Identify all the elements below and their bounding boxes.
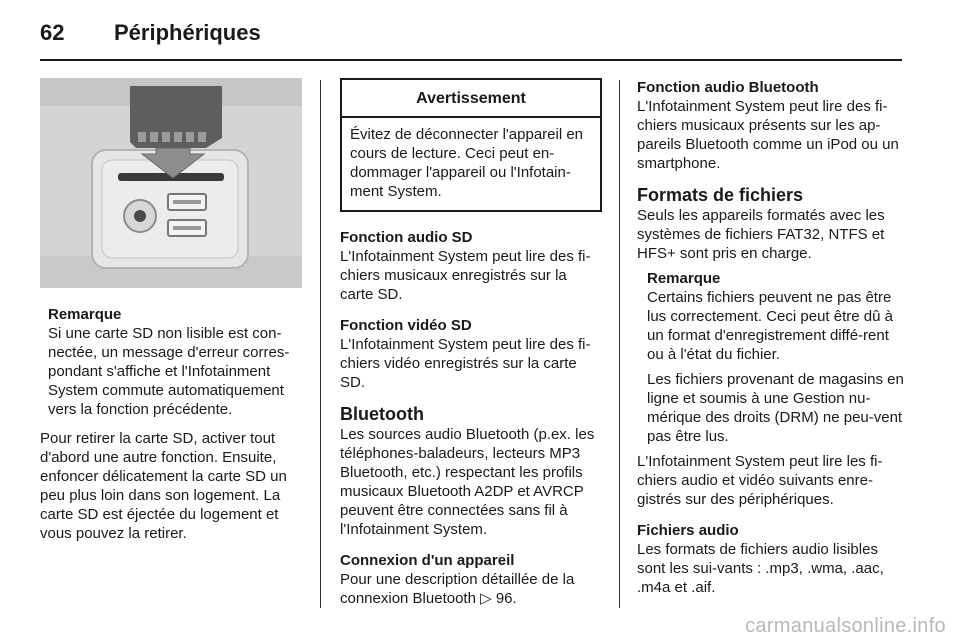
subheading: Fonction vidéo SD [340, 317, 472, 334]
section-connect-device [340, 551, 604, 608]
page-ref-arrow-icon: ▷ [480, 590, 492, 607]
page-header [40, 20, 261, 50]
header-rule [40, 59, 902, 61]
note-text: Les fichiers provenant de magasins en ligne et soumis à une Gestion nu-mérique des droits (DRM) ne peu-vent pas être lus. [647, 371, 904, 445]
watermark: carmanualsonline.info [745, 615, 946, 637]
connect-text: Pour une description détaillée de la connexion Bluetooth [340, 571, 575, 607]
sd-card-insertion-icon [40, 78, 302, 288]
body-text: L'Infotainment System peut lire des fi-chiers musicaux présents sur les ap-pareils Bluetooth comme un iPod ou un smartphone. [637, 98, 899, 172]
note-title: Remarque [647, 270, 721, 287]
column-divider [619, 80, 620, 608]
column-3 [637, 78, 905, 597]
column-1 [40, 78, 304, 543]
warning-text: Évitez de déconnecter l'appareil en cours de lecture. Ceci peut en-dommager l'appareil ou l'Infotain-ment System. [350, 126, 584, 200]
section-sd-audio [340, 228, 604, 304]
note-text: Certains fichiers peuvent ne pas être lus correctement. Ceci peut être dû à un format d'enregistrement diffé-rent ou à l'état du fichier. [647, 289, 893, 363]
note-title: Remarque [48, 306, 122, 323]
body-text: Seuls les appareils formatés avec les systèmes de fichiers FAT32, NTFS et HFS+ sont pris en charge. [637, 207, 885, 262]
column-2 [340, 78, 604, 608]
section-heading-file-formats: Formats de fichiers [637, 185, 804, 205]
note-box [637, 269, 905, 446]
subheading: Fonction audio SD [340, 229, 473, 246]
note-text: Si une carte SD non lisible est con-nectée, un message d'erreur corres-pondant s'affiche et l'Infotainment System commute automatiquement vers la fonction précédente. [48, 325, 290, 418]
body-text: L'Infotainment System peut lire des fi-chiers musicaux enregistrés sur la carte SD. [340, 248, 591, 303]
paragraph: L'Infotainment System peut lire les fi-chiers audio et vidéo suivants enre-gistrés sur des périphériques. [637, 453, 883, 508]
body-text: Les sources audio Bluetooth (p.ex. les téléphones-baladeurs, lecteurs MP3 Bluetooth, etc.) respectant les profils musicaux Bluetooth A2DP et AVRCP peuvent être connectées sans fil à l'Infotainment System. [340, 426, 595, 538]
sd-slot-illustration [40, 78, 302, 288]
body-text: L'Infotainment System peut lire des fi-chiers vidéo enregistrés sur la carte SD. [340, 336, 591, 391]
note-box [40, 305, 304, 419]
subheading: Fichiers audio [637, 522, 739, 539]
section-audio-files [637, 521, 905, 597]
page-reference-link[interactable]: 96. [495, 590, 517, 607]
section-heading-bluetooth: Bluetooth [340, 404, 424, 424]
section-bt-audio [637, 78, 905, 173]
warning-box [340, 78, 602, 212]
section-sd-video [340, 316, 604, 392]
chapter-title: Périphériques [114, 20, 261, 45]
paragraph: Pour retirer la carte SD, activer tout d'abord une autre fonction. Ensuite, enfoncer délicatement la carte SD un peu plus loin dans son logement. La carte SD est éjectée du logement et vous pouvez la retirer. [40, 430, 287, 542]
body-text [340, 570, 604, 608]
subheading: Connexion d'un appareil [340, 552, 515, 569]
column-divider [320, 80, 321, 608]
warning-title: Avertissement [342, 80, 600, 118]
subheading: Fonction audio Bluetooth [637, 79, 819, 96]
page-number: 62 [40, 20, 65, 45]
body-text: Les formats de fichiers audio lisibles sont les sui-vants : .mp3, .wma, .aac, .m4a et .aif. [637, 541, 884, 596]
